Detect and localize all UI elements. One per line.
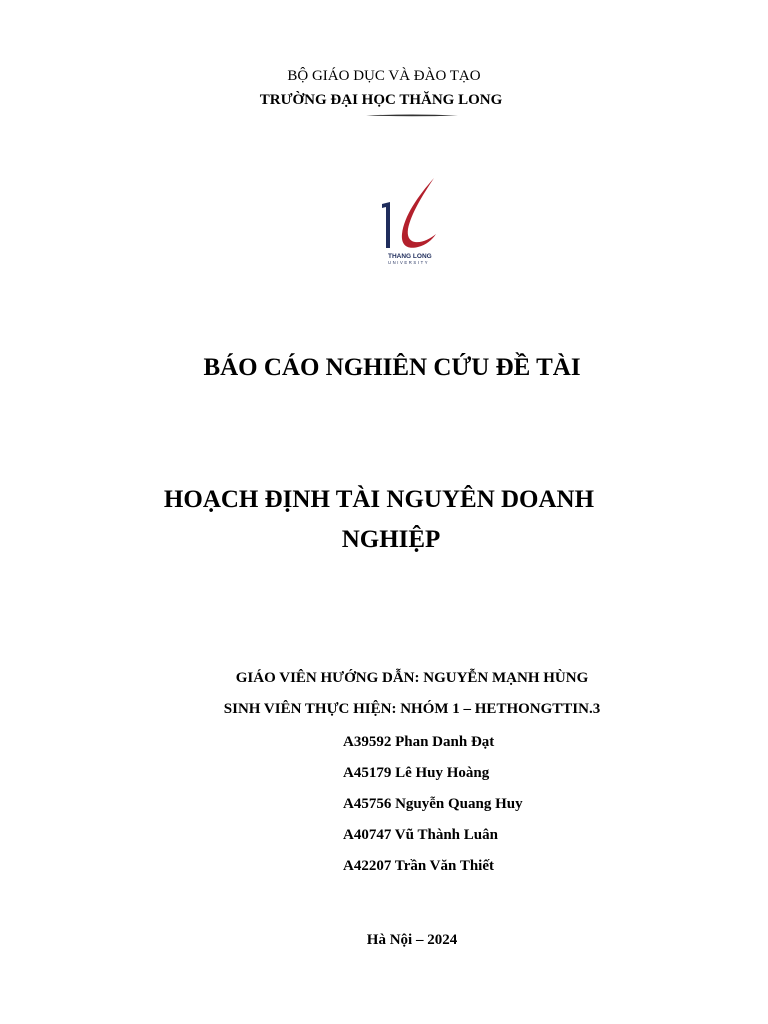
students-label: SINH VIÊN THỰC HIỆN: NHÓM 1 – HETHONGTTIN.3 (223, 701, 601, 717)
member-item: A40747 Vũ Thành Luân (343, 827, 498, 843)
report-title: BÁO CÁO NGHIÊN CỨU ĐỀ TÀI (203, 354, 581, 381)
university-heading: TRƯỜNG ĐẠI HỌC THĂNG LONG (259, 92, 503, 108)
member-item: A45756 Nguyễn Quang Huy (343, 796, 523, 812)
member-item: A45179 Lê Huy Hoàng (343, 765, 490, 781)
logo-red-swoosh (402, 178, 436, 248)
member-item: A39592 Phan Danh Đạt (343, 734, 495, 750)
topic-line-1: HOẠCH ĐỊNH TÀI NGUYÊN DOANH (163, 486, 595, 513)
topic-title (16, 480, 768, 560)
ministry-heading: BỘ GIÁO DỤC VÀ ĐÀO TẠO (287, 68, 481, 84)
place-date: Hà Nội – 2024 (366, 932, 458, 948)
logo-text-line2: UNIVERSITY (388, 260, 430, 265)
topic-line-2: NGHIỆP (341, 526, 441, 553)
header-divider (366, 114, 458, 117)
member-item: A42207 Trần Văn Thiết (343, 858, 495, 874)
logo-text-line1: THANG LONG (388, 253, 432, 260)
member-list (343, 732, 523, 887)
supervisor-line: GIÁO VIÊN HƯỚNG DẪN: NGUYỄN MẠNH HÙNG (235, 670, 589, 686)
thang-long-university-logo (378, 176, 448, 268)
logo-navy-stroke (382, 202, 390, 248)
